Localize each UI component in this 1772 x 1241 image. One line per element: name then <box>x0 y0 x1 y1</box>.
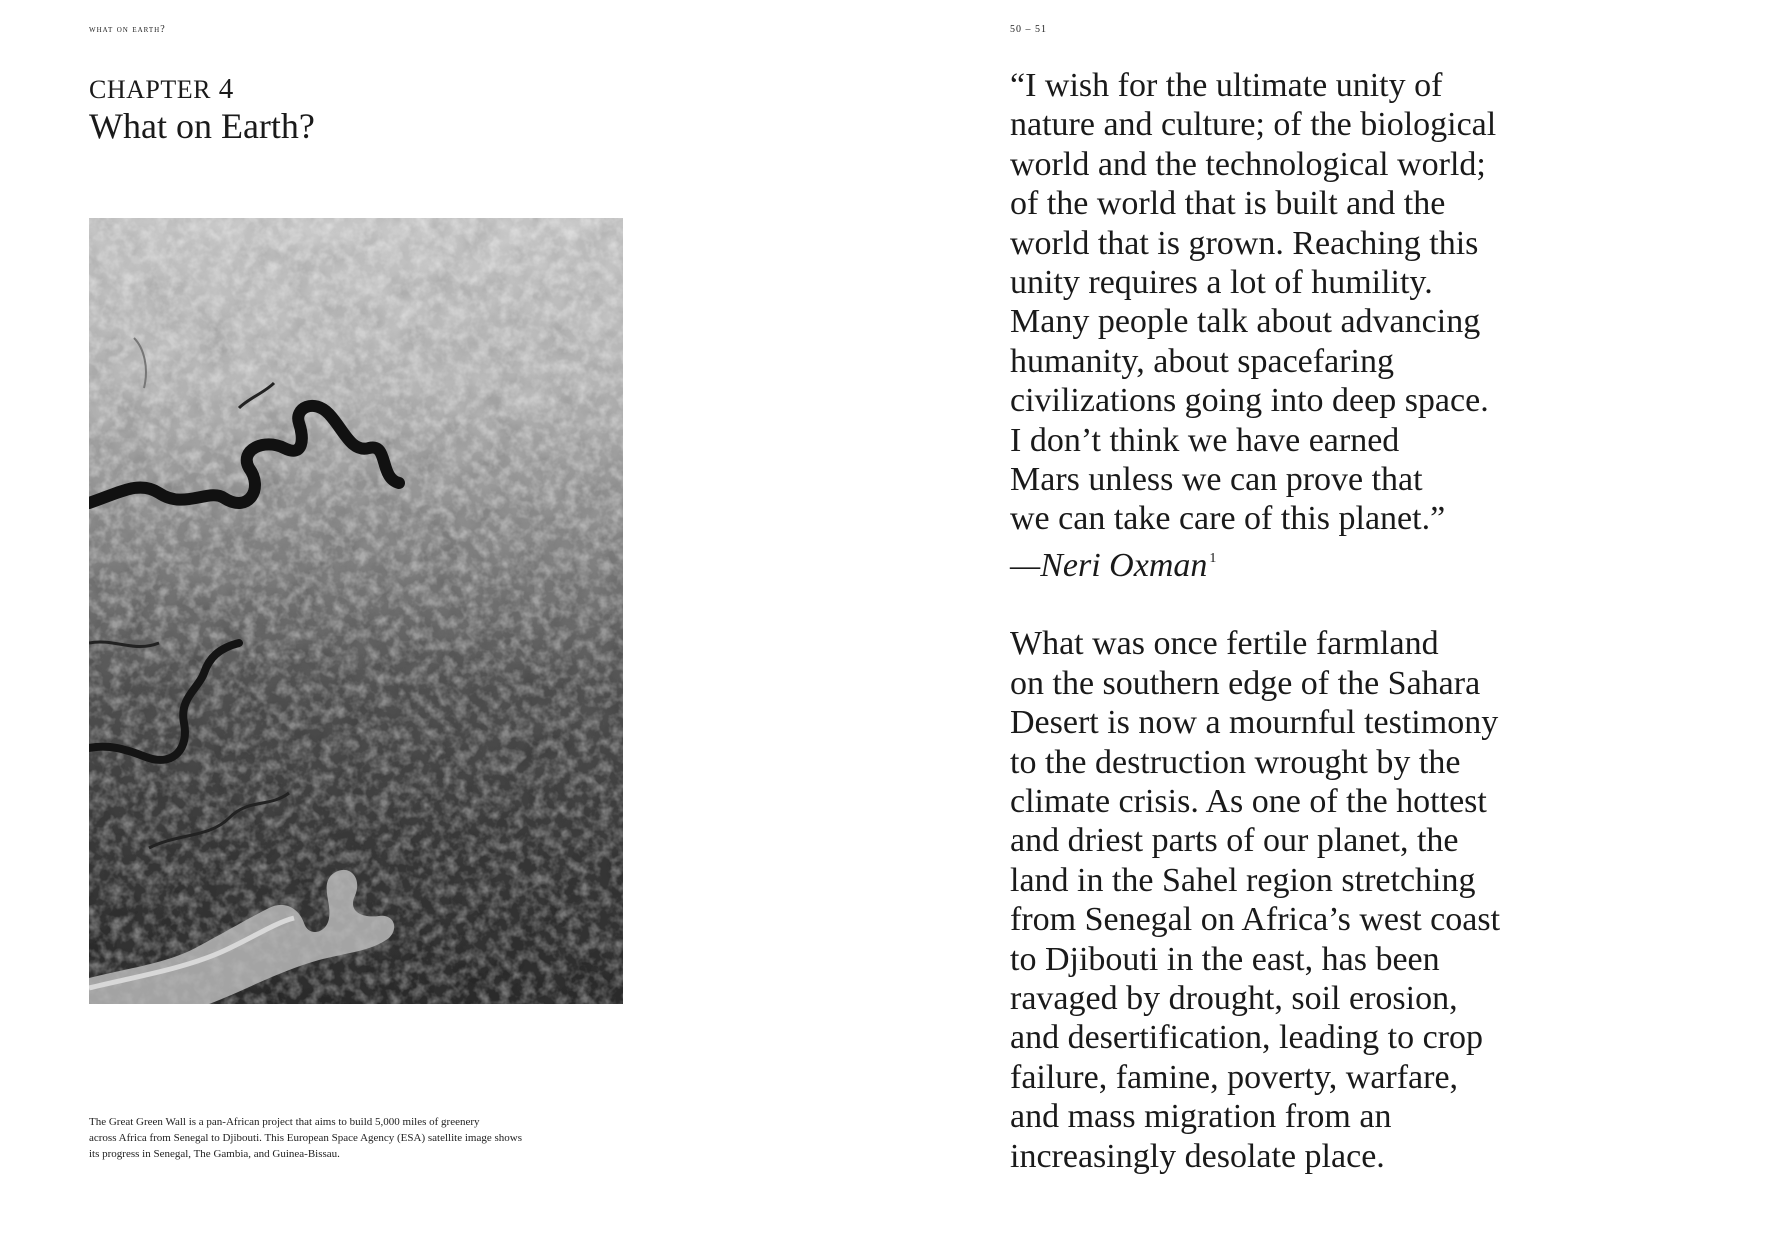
body-line: and mass migration from an <box>1010 1098 1392 1136</box>
right-page-text <box>1010 66 1570 1176</box>
body-line: What was once fertile farmland <box>1010 625 1439 663</box>
body-line: ravaged by drought, soil erosion, <box>1010 979 1458 1017</box>
quote-line: Many people talk about advancing <box>1010 303 1481 341</box>
footnote-marker[interactable]: 1 <box>1209 550 1217 566</box>
caption-line: its progress in Senegal, The Gambia, and Guinea-Bissau. <box>89 1148 340 1160</box>
quote-line: nature and culture; of the biological <box>1010 106 1497 144</box>
body-line: to Djibouti in the east, has been <box>1010 940 1440 978</box>
body-line: climate crisis. As one of the hottest <box>1010 782 1487 820</box>
epigraph <box>1010 66 1570 585</box>
body-line: and desertification, leading to crop <box>1010 1019 1483 1057</box>
chapter-label <box>89 72 234 107</box>
quote-line: world and the technological world; <box>1010 145 1486 183</box>
paragraph-gap <box>1010 585 1570 624</box>
body-line: on the southern edge of the Sahara <box>1010 664 1481 702</box>
running-head-left: what on earth? <box>89 24 166 35</box>
body-line: to the destruction wrought by the <box>1010 743 1461 781</box>
chapter-title: What on Earth? <box>89 106 315 146</box>
quote-line: civilizations going into deep space. <box>1010 382 1489 420</box>
figure-caption <box>89 1114 629 1162</box>
body-line: Desert is now a mournful testimony <box>1010 704 1499 742</box>
caption-line: The Great Green Wall is a pan-African project that aims to build 5,000 miles of greenery <box>89 1116 480 1128</box>
satellite-image-graphic <box>89 218 623 1004</box>
chapter-word: CHAPTER <box>89 75 211 104</box>
quote-line: Mars unless we can prove that <box>1010 461 1423 499</box>
caption-line: across Africa from Senegal to Djibouti. This European Space Agency (ESA) satellite image shows <box>89 1132 522 1144</box>
chapter-number: 4 <box>218 73 234 105</box>
quote-line: world that is grown. Reaching this <box>1010 224 1479 262</box>
page-numbers: 50 – 51 <box>1010 24 1047 35</box>
quote-line: I don’t think we have earned <box>1010 421 1400 459</box>
quote-line: we can take care of this planet.” <box>1010 500 1446 538</box>
quote-line: “I wish for the ultimate unity of <box>1010 67 1443 104</box>
quote-line: humanity, about spacefaring <box>1010 342 1394 380</box>
body-line: from Senegal on Africa’s west coast <box>1010 901 1501 939</box>
body-paragraph <box>1010 624 1570 1176</box>
quote-line: of the world that is built and the <box>1010 185 1446 223</box>
attribution-name: —Neri Oxman <box>1010 546 1208 584</box>
body-line: land in the Sahel region stretching <box>1010 861 1476 899</box>
quote-line: unity requires a lot of humility. <box>1010 264 1433 302</box>
body-line: failure, famine, poverty, warfare, <box>1010 1058 1459 1096</box>
satellite-image <box>89 218 623 1004</box>
body-line: increasingly desolate place. <box>1010 1137 1385 1175</box>
body-line: and driest parts of our planet, the <box>1010 822 1459 860</box>
quote-attribution <box>1010 539 1570 585</box>
